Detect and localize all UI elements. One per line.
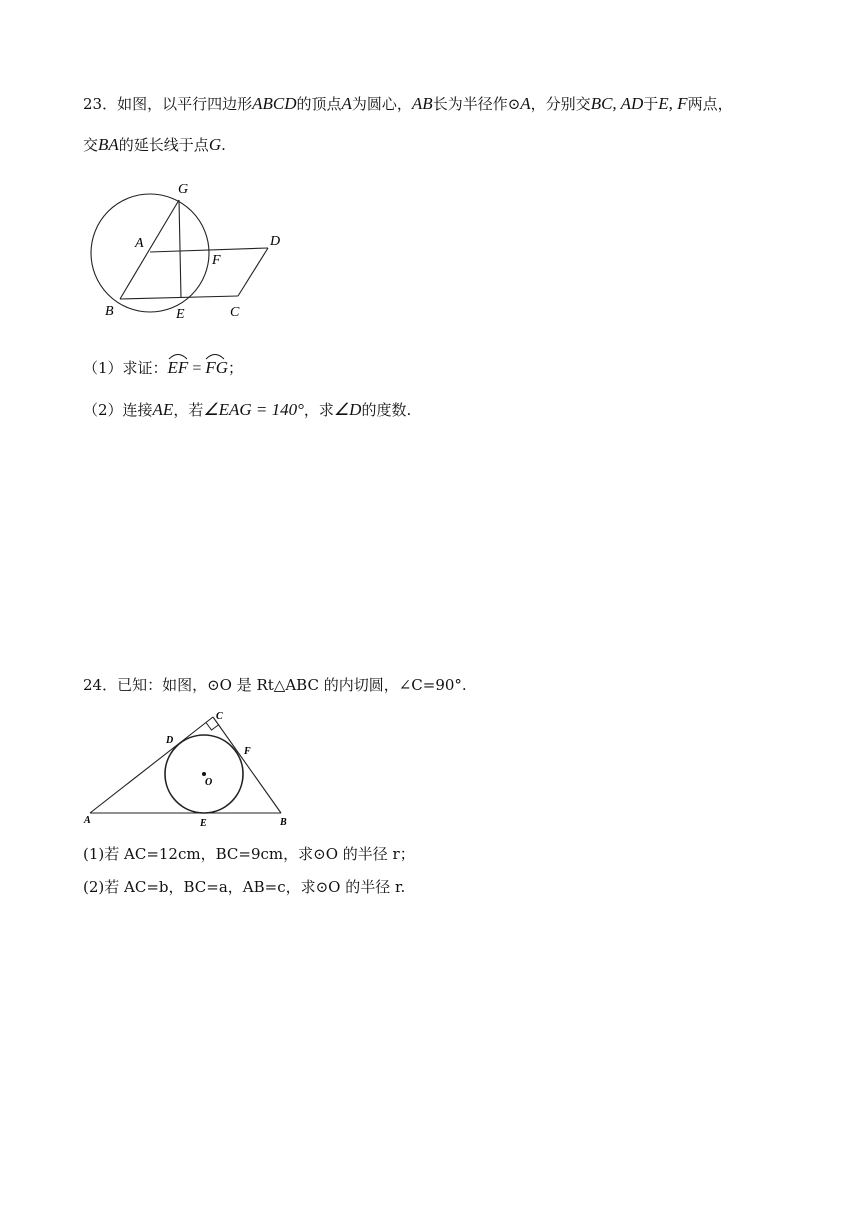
equals-sign: =	[188, 360, 206, 377]
q24-figure	[80, 705, 300, 830]
q23-text: 的顶点	[296, 95, 342, 113]
q23-text: ，若	[173, 401, 204, 419]
q23-text: .	[221, 136, 226, 154]
label-d: D	[270, 234, 281, 249]
q23-text: 为圆心，	[351, 95, 412, 113]
q23-text: ，分别交	[530, 95, 591, 113]
q23-math: A	[341, 94, 352, 113]
label-f: F	[212, 253, 221, 268]
q23-text: 的延长线于点	[118, 136, 209, 154]
q23-text: 长为半径作⊙	[432, 95, 521, 113]
arc-ef	[168, 358, 189, 378]
q23-text: ，求	[303, 401, 334, 419]
arc-hat-icon	[205, 352, 225, 360]
q23-math: AE	[152, 400, 174, 419]
label-a2: A	[84, 815, 91, 826]
q23-part1-label: （1）求证：	[83, 359, 168, 377]
q23-math: BC, AD	[590, 94, 644, 113]
label-g: G	[178, 182, 189, 197]
label-b: B	[105, 304, 114, 319]
angle-d: ∠D	[333, 400, 362, 419]
arc-fg	[205, 358, 228, 378]
label-e: E	[176, 307, 185, 322]
segment-bg	[120, 200, 179, 299]
q23-part2-label: （2）连接	[83, 401, 153, 419]
label-c2: C	[216, 711, 223, 722]
q23-part1	[83, 358, 243, 379]
arc-ef-text: EF	[167, 358, 189, 377]
q23-math: E, F	[658, 94, 688, 113]
q23-statement-line2	[83, 135, 226, 155]
label-o: O	[205, 777, 213, 788]
arc-hat-icon	[168, 352, 188, 360]
q23-part2	[83, 400, 411, 420]
angle-eag: ∠EAG = 140°	[203, 400, 304, 419]
arc-fg-text: FG	[205, 358, 229, 377]
q23-text: 的度数.	[361, 401, 412, 419]
segment-cb	[213, 717, 281, 813]
q23-number: 23．	[83, 95, 118, 113]
q23-statement-line1	[83, 94, 733, 114]
center-o-dot	[202, 772, 206, 776]
q23-figure	[80, 175, 300, 325]
label-d2: D	[166, 735, 174, 746]
q23-math: A	[520, 94, 531, 113]
circle-a	[91, 194, 209, 312]
q23-text: ；	[228, 359, 244, 377]
q23-math: G	[208, 135, 222, 154]
q23-math: ABCD	[252, 94, 297, 113]
q23-text: 两点，	[687, 95, 733, 113]
q23-math: BA	[98, 135, 119, 154]
q23-text: 交	[83, 136, 99, 154]
label-b2: B	[280, 817, 287, 828]
label-f2: F	[244, 746, 251, 757]
label-a: A	[135, 236, 144, 251]
q23-math: AB	[411, 94, 433, 113]
q23-text: 如图，以平行四边形	[117, 95, 253, 113]
q23-text: 于	[643, 95, 659, 113]
q24-part2: (2)若 AC=b，BC=a，AB=c，求⊙O 的半径 r.	[83, 878, 406, 896]
segment-bc	[120, 296, 238, 299]
segment-dc	[238, 248, 268, 296]
label-c: C	[230, 305, 240, 320]
q24-statement: 24．已知：如图，⊙O 是 Rt△ABC 的内切圆，∠C=90°.	[83, 676, 467, 694]
segment-ac	[90, 717, 213, 813]
q24-part1: (1)若 AC=12cm，BC=9cm，求⊙O 的半径 r；	[83, 845, 415, 863]
segment-ge	[179, 200, 181, 298]
label-e2: E	[200, 818, 207, 829]
